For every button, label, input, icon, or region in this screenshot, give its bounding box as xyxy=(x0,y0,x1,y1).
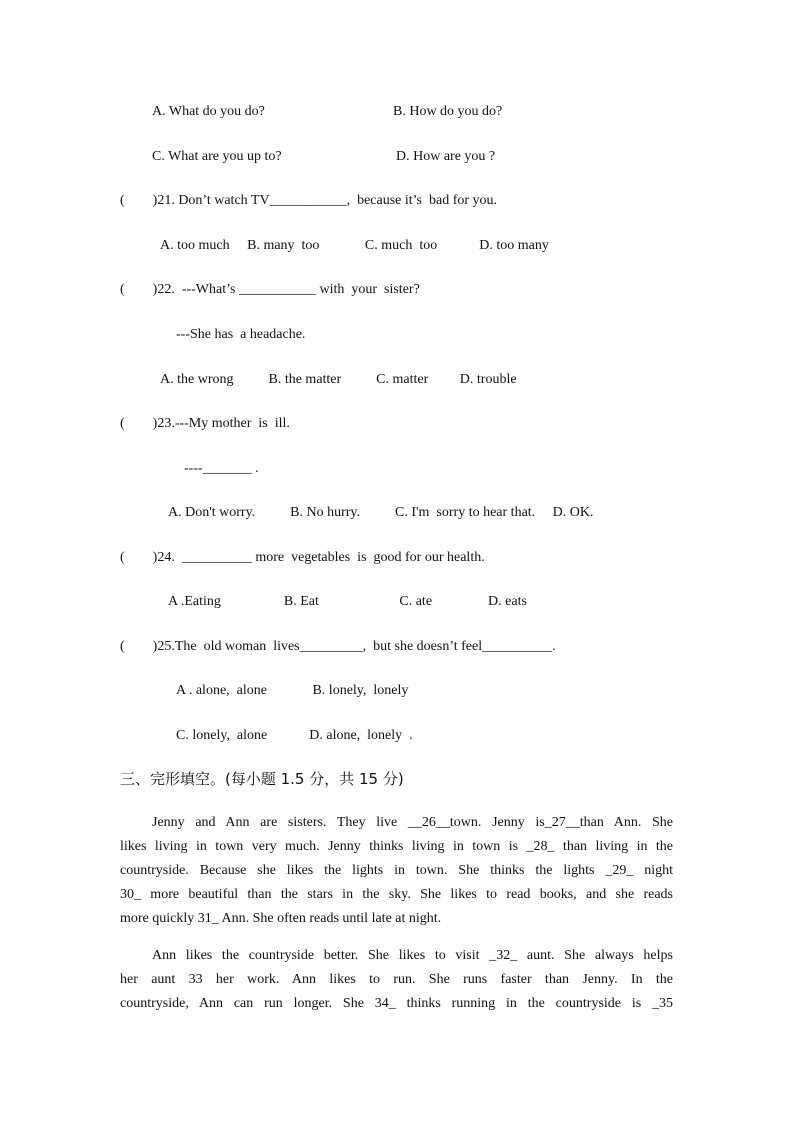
question-23-reply: ----_______ . xyxy=(184,461,259,476)
question-22-reply: ---She has a headache. xyxy=(176,327,306,342)
question-21-stem: ( )21. Don’t watch TV___________, because it’s bad for you. xyxy=(120,193,498,208)
question-25-options-row1: A . alone, alone B. lonely, lonely xyxy=(176,683,409,698)
passage-line: Jenny and Ann are sisters. They live __26__town. Jenny is_27__than Ann. She xyxy=(152,815,673,830)
passage-paragraph-2 xyxy=(120,944,673,1016)
question-21-options: A. too much B. many too C. much too D. too many xyxy=(160,238,549,253)
q20-option-b: B. How do you do? xyxy=(393,104,503,119)
question-25-stem: ( )25.The old woman lives_________, but she doesn’t feel__________. xyxy=(120,639,556,654)
section-heading-cloze: 三、完形填空。(每小题 1.5 分，共 15 分) xyxy=(120,770,404,788)
question-22-options: A. the wrong B. the matter C. matter D. trouble xyxy=(160,372,517,387)
passage-line: her aunt 33 her work. Ann likes to run. She runs faster than Jenny. In the xyxy=(120,972,673,987)
passage-paragraph-1 xyxy=(120,811,673,931)
passage-line: more quickly 31_ Ann. She often reads until late at night. xyxy=(120,911,442,926)
passage-line: 30_ more beautiful than the stars in the sky. She likes to read books, and she reads xyxy=(120,887,673,902)
question-23-options: A. Don't worry. B. No hurry. C. I'm sorry to hear that. D. OK. xyxy=(168,505,594,520)
question-25-options-row2: C. lonely, alone D. alone, lonely . xyxy=(176,728,413,743)
question-22-stem: ( )22. ---What’s ___________ with your sister? xyxy=(120,282,420,297)
passage-line: countryside, Ann can run longer. She 34_ thinks running in the countryside is _35 xyxy=(120,996,673,1011)
q20-option-d: D. How are you ? xyxy=(396,149,496,164)
q20-option-a: A. What do you do? xyxy=(152,104,265,119)
passage-line: Ann likes the countryside better. She likes to visit _32_ aunt. She always helps xyxy=(152,948,673,963)
question-24-options: A .Eating B. Eat C. ate D. eats xyxy=(168,594,527,609)
q20-option-c: C. What are you up to? xyxy=(152,149,282,164)
question-23-stem: ( )23.---My mother is ill. xyxy=(120,416,290,431)
question-24-stem: ( )24. __________ more vegetables is good for our health. xyxy=(120,550,485,565)
passage-line: countryside. Because she likes the lights in town. She thinks the lights _29_ night xyxy=(120,863,673,878)
passage-line: likes living in town very much. Jenny thinks living in town is _28_ than living in the xyxy=(120,839,673,854)
